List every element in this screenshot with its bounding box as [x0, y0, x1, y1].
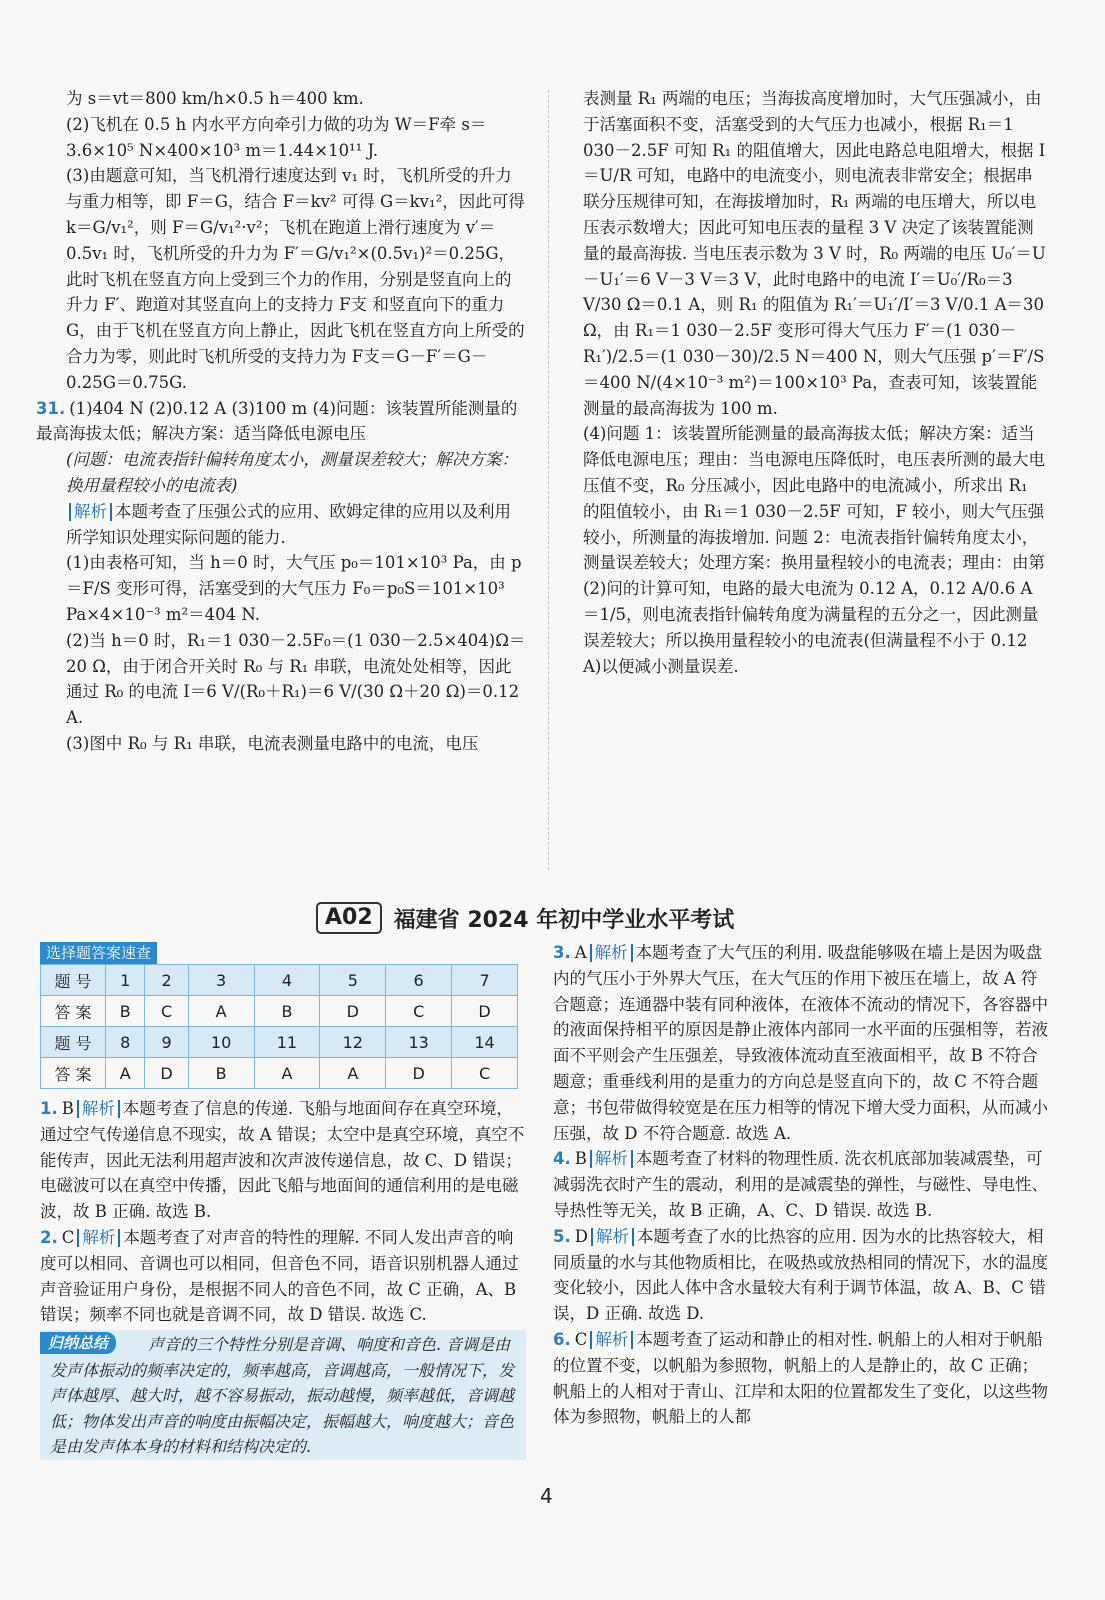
table-cell: B [254, 996, 320, 1027]
analysis-tag: 解析 [77, 1229, 120, 1247]
analysis-tag: 解析 [590, 1331, 633, 1349]
table-cell: A [320, 1058, 386, 1089]
paragraph: (4)问题 1：该装置所能测量的最高海拔太低；解决方案：适当降低电源电压；理由：当电源电压降低时，电压表所测的最大电压值不变，R₀ 分压减小，因此电路中的电流减小，所求出 R₁ 的阻值较小，由 R₁＝1 030－2.5F 可知，F 较小，则大气压强较小，所测量的海拔增加. 问题 2：电流表指针偏转角度太小，测量误差较大；处理方案：换用量程较小的电流表；理由：由第(2)问的计算可知，电路的最大电流为 0.12 A，0.12 A/0.6 A＝1/5，则电流表指针偏转角度为满量程的五分之一，因此测量误差较大；所以换用量程较小的电流表(但满量程不小于 0.12 A)以便减小测量误差. [583, 424, 1045, 676]
question-number: 4. [553, 1149, 571, 1169]
paragraph: (1)由表格可知，当 h＝0 时，大气压 p₀＝101×10³ Pa，由 p＝F/S 变形可得，活塞受到的大气压力 F₀＝p₀S＝101×10³ Pa×4×10⁻³ m²＝404 N. [66, 553, 522, 624]
question-2 [40, 1225, 525, 1328]
paragraph: 表测量 R₁ 两端的电压；当海拔高度增加时，大气压强减小，由于活塞面积不变，活塞受到的大气压力也减小，根据 R₁＝1 030－2.5F 可知 R₁ 的阻值增大，因此电路总电阻增大，根据 I＝U/R 可知，电路中的电流变小，则电流表非常安全；根据串联分压规律可知，在海拔增加时，R₁ 两端的电压增大，所以电压表示数增大；因此可知电压表的量程 3 V 决定了该装置能测量的最高海拔. 当电压表示数为 3 V 时，R₀ 两端的电压 U₀′＝U－U₁′＝6 V－3 V＝3 V，此时电路中的电流 I′＝U₀′/R₀＝3 V/30 Ω＝0.1 A，则 R₁ 的阻值为 R₁′＝U₁′/I′＝3 V/0.1 A＝30 Ω，由 R₁＝1 030－2.5F 变形可得大气压力 F′＝(1 030－R₁′)/2.5＝(1 030－30)/2.5 N＝400 N，则大气压强 p′＝F′/S＝400 N/(4×10⁻³ m²)＝100×10³ Pa，查表可知，该装置能测量的最高海拔为 100 m. [583, 89, 1046, 418]
left-column [36, 86, 526, 757]
row-label: 答 案 [41, 1058, 106, 1089]
summary-label: 归纳总结 [40, 1332, 116, 1354]
table-cell: 13 [386, 1027, 452, 1058]
analysis-tag: 解析 [591, 1228, 634, 1246]
row-label: 题 号 [41, 965, 106, 996]
table-cell: D [145, 1058, 188, 1089]
table-cell: 14 [452, 1027, 518, 1058]
answer-letter: D [574, 1226, 588, 1246]
table-cell: 9 [145, 1027, 188, 1058]
answer-quick-check [40, 942, 518, 1089]
question-6 [553, 1327, 1048, 1430]
table-cell: 1 [106, 965, 145, 996]
question-number: 5. [553, 1226, 571, 1246]
analysis-text: 本题考查了材料的物理性质. 洗衣机底部加装减震垫，可减弱洗衣时产生的震动，利用的是减震垫的弹性，与磁性、导电性、导热性等无关，故 B 正确，A、C、D 错误. 故选 B. [553, 1149, 1048, 1220]
page-number: 4 [540, 1484, 553, 1508]
table-cell: 6 [386, 965, 452, 996]
analysis-text: 本题考查了水的比热容的应用. 因为水的比热容较大，相同质量的水与其他物质相比，在吸热或放热相同的情况下，水的温度变化较小，因此人体中含水量较大有利于调节体温，故 A、B、C 错误，D 正确. 故选 D. [553, 1226, 1048, 1324]
right-column [583, 86, 1048, 679]
table-cell: B [188, 1058, 254, 1089]
table-cell: 8 [106, 1027, 145, 1058]
table-cell: 12 [320, 1027, 386, 1058]
question-31 [36, 396, 526, 448]
analysis-text: 本题考查了压强公式的应用、欧姆定律的应用以及利用所学知识处理实际问题的能力. [66, 501, 511, 547]
paragraph: (3)图中 R₀ 与 R₁ 串联，电流表测量电路中的电流，电压 [66, 733, 479, 753]
analysis-tag: 解析 [590, 944, 633, 962]
question-number: 2. [40, 1227, 58, 1247]
question-3 [553, 940, 1048, 1146]
question-number: 31. [36, 398, 66, 418]
analysis-tag: 解析 [69, 503, 112, 521]
analysis-tag: 解析 [77, 1100, 120, 1118]
table-cell: 11 [254, 1027, 320, 1058]
table-cell: C [145, 996, 188, 1027]
alt-answer: (问题：电流表指针偏转角度太小，测量误差较大；解决方案：换用量程较小的电流表) [66, 450, 518, 495]
answer-table-title: 选择题答案速查 [40, 942, 157, 964]
table-cell: 7 [452, 965, 518, 996]
table-row [41, 965, 518, 996]
paragraph: 为 s＝vt＝800 km/h×0.5 h＝400 km. [66, 89, 364, 108]
section-code: A02 [316, 902, 382, 934]
question-5 [553, 1224, 1048, 1327]
question-number: 1. [40, 1099, 58, 1118]
table-cell: A [254, 1058, 320, 1089]
row-label: 答 案 [41, 996, 106, 1027]
question-4 [553, 1146, 1048, 1223]
section-title: 福建省 2024 年初中学业水平考试 [393, 907, 735, 933]
table-row [41, 1027, 518, 1058]
row-label: 题 号 [41, 1027, 106, 1058]
summary-box [40, 1330, 526, 1460]
table-cell: A [188, 996, 254, 1027]
table-cell: C [452, 1058, 518, 1089]
table-cell: D [452, 996, 518, 1027]
table-cell: 5 [320, 965, 386, 996]
table-cell: C [386, 996, 452, 1027]
right-column-lower [553, 940, 1048, 1430]
analysis-tag: 解析 [590, 1150, 633, 1168]
analysis [66, 499, 526, 551]
paragraph: (3)由题意可知，当飞机滑行速度达到 v₁ 时，飞机所受的升力与重力相等，即 F＝G，结合 F＝kv² 可得 G＝kv₁²，因此可得 k＝G/v₁²，则 F＝G/v₁²·v²；飞机在跑道上滑行速度为 v′＝0.5v₁ 时，飞机所受的升力为 F′＝G/v₁²×(0.5v₁)²＝0.25G，此时飞机在竖直方向上受到三个力的作用，分别是竖直向上的升力 F′、跑道对其竖直向上的支持力 F支 和竖直向下的重力 G，由于飞机在竖直方向上静止，因此飞机在竖直方向上所受的合力为零，则此时飞机所受的支持力为 F支＝G－F′＝G－0.25G＝0.75G. [66, 166, 525, 392]
analysis-text: 本题考查了对声音的特性的理解. 不同人发出声音的响度可以相同、音调也可以相同，但音色不同，语音识别机器人通过声音验证用户身份，是根据不同人的音色不同，故 C 正确，A、B 错误；频率不同也就是音调不同，故 D 错误. 故选 C. [40, 1227, 519, 1325]
section-header [316, 902, 734, 934]
answer-letter: B [61, 1099, 74, 1118]
table-cell: A [106, 1058, 145, 1089]
answer-text: (1)404 N (2)0.12 A (3)100 m (4)问题：该装置所能测量的最高海拔太低；解决方案：适当降低电源电压 [36, 398, 518, 444]
table-cell: B [106, 996, 145, 1027]
table-row [41, 1058, 518, 1089]
paragraph: (2)飞机在 0.5 h 内水平方向牵引力做的功为 W＝F牵 s＝3.6×10⁵ N×400×10³ m＝1.44×10¹¹ J. [66, 114, 487, 160]
table-cell: D [320, 996, 386, 1027]
summary-text: 声音的三个特性分别是音调、响度和音色. 音调是由发声体振动的频率决定的，频率越高，音调越高，一般情况下，发声体越厚、越大时，越不容易振动，振动越慢，频率越低，音调越低；物体发出声音的响度由振幅决定，振幅越大，响度越大；音色是由发声体本身的材料和结构决定的. [50, 1335, 515, 1456]
answer-letter: B [574, 1149, 587, 1169]
table-cell: 2 [145, 965, 188, 996]
analysis-text: 本题考查了信息的传递. 飞船与地面间存在真空环境，通过空气传递信息不现实，故 A 错误；太空中是真空环境，真空不能传声，因此无法利用超声波和次声波传递信息，故 C、D 错误；电磁波可以在真空中传播，因此飞船与地面间的通信利用的是电磁波，故 B 正确. 故选 B. [40, 1099, 525, 1222]
answer-letter: A [574, 943, 587, 962]
column-divider [548, 90, 549, 870]
question-number: 6. [553, 1329, 571, 1349]
question-1 [40, 1096, 525, 1225]
table-cell: 4 [254, 965, 320, 996]
table-cell: 3 [188, 965, 254, 996]
left-column-lower [40, 1096, 525, 1328]
table-cell: 10 [188, 1027, 254, 1058]
analysis-text: 本题考查了运动和静止的相对性. 帆船上的人相对于帆船的位置不变，以帆船为参照物，帆船上的人是静止的，故 C 正确；帆船上的人相对于青山、江岸和太阳的位置都发生了变化，以这些物体为参照物，帆船上的人都 [553, 1329, 1048, 1427]
table-row [41, 996, 518, 1027]
table-cell: D [386, 1058, 452, 1089]
paragraph: (2)当 h＝0 时，R₁＝1 030－2.5F₀＝(1 030－2.5×404)Ω＝20 Ω，由于闭合开关时 R₀ 与 R₁ 串联，电流处处相等，因此通过 R₀ 的电流 I＝6 V/(R₀＋R₁)＝6 V/(30 Ω＋20 Ω)＝0.12 A. [66, 630, 526, 728]
question-number: 3. [553, 943, 571, 962]
analysis-text: 本题考查了大气压的利用. 吸盘能够吸在墙上是因为吸盘内的气压小于外界大气压，在大气压的作用下被压在墙上，故 A 符合题意；连通器中装有同种液体，在液体不流动的情况下，各容器中的液面保持相平的原因是静止液体内部同一水平面的压强相等，若液面不平则会产生压强差，导致液体流动直至液面相平，故 B 不符合题意；重垂线利用的是重力的方向总是竖直向下的，故 C 不符合题意；书包带做得较宽是在压力相等的情况下增大受力面积，从而减小压强，故 D 不符合题意. 故选 A. [553, 943, 1048, 1143]
answer-letter: C [61, 1227, 75, 1247]
answer-letter: C [574, 1329, 588, 1349]
answer-table [40, 964, 518, 1089]
